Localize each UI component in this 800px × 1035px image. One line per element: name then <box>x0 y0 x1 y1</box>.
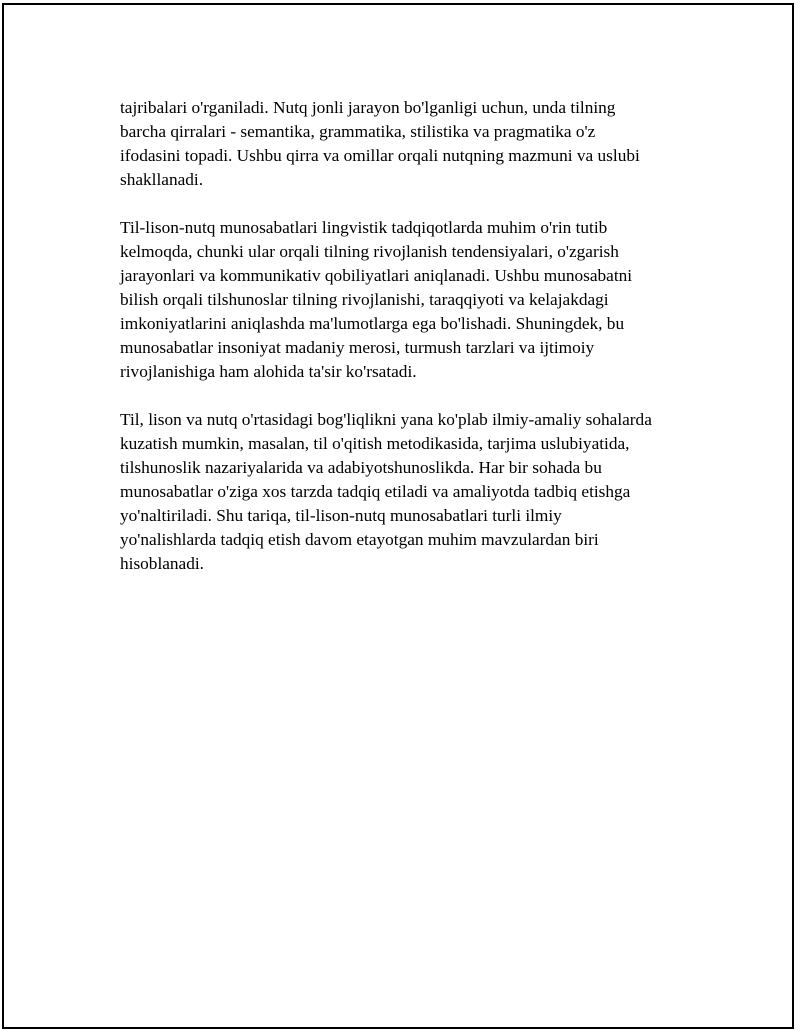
text-line: imkoniyatlarini aniqlashda ma'lumotlarga ega bo'lishadi. Shuningdek, bu <box>120 314 625 333</box>
text-line: shakllanadi. <box>120 170 204 189</box>
text-line: tilshunoslik nazariyalarida va adabiyotshunoslikda. Har bir sohada bu <box>120 458 602 477</box>
text-line: hisoblanadi. <box>120 554 204 573</box>
paragraph-1 <box>120 96 700 192</box>
text-line: jarayonlari va kommunikativ qobiliyatlari aniqlanadi. Ushbu munosabatni <box>120 266 633 285</box>
text-line: kuzatish mumkin, masalan, til o'qitish metodikasida, tarjima uslubiyatida, <box>120 434 630 453</box>
text-line: Til, lison va nutq o'rtasidagi bog'liqlikni yana ko'plab ilmiy-amaliy sohalarda <box>120 410 652 429</box>
text-line: ifodasini topadi. Ushbu qirra va omillar orqali nutqning mazmuni va uslubi <box>120 146 640 165</box>
text-line: bilish orqali tilshunoslar tilning rivojlanishi, taraqqiyoti va kelajakdagi <box>120 290 609 309</box>
text-line: munosabatlar o'ziga xos tarzda tadqiq etiladi va amaliyotda tadbiq etishga <box>120 482 631 501</box>
paragraph-2 <box>120 216 700 384</box>
text-line: munosabatlar insoniyat madaniy merosi, turmush tarzlari va ijtimoiy <box>120 338 595 357</box>
document-body <box>120 96 700 600</box>
paragraph-3 <box>120 408 700 576</box>
text-line: tajribalari o'rganiladi. Nutq jonli jarayon bo'lganligi uchun, unda tilning <box>120 98 616 117</box>
text-line: rivojlanishiga ham alohida ta'sir ko'rsatadi. <box>120 362 417 381</box>
text-line: yo'nalishlarda tadqiq etish davom etayotgan muhim mavzulardan biri <box>120 530 599 549</box>
document-page <box>2 3 794 1029</box>
text-line: Til-lison-nutq munosabatlari lingvistik tadqiqotlarda muhim o'rin tutib <box>120 218 608 237</box>
text-line: barcha qirralari - semantika, grammatika, stilistika va pragmatika o'z <box>120 122 596 141</box>
text-line: yo'naltiriladi. Shu tariqa, til-lison-nutq munosabatlari turli ilmiy <box>120 506 562 525</box>
text-line: kelmoqda, chunki ular orqali tilning rivojlanish tendensiyalari, o'zgarish <box>120 242 619 261</box>
